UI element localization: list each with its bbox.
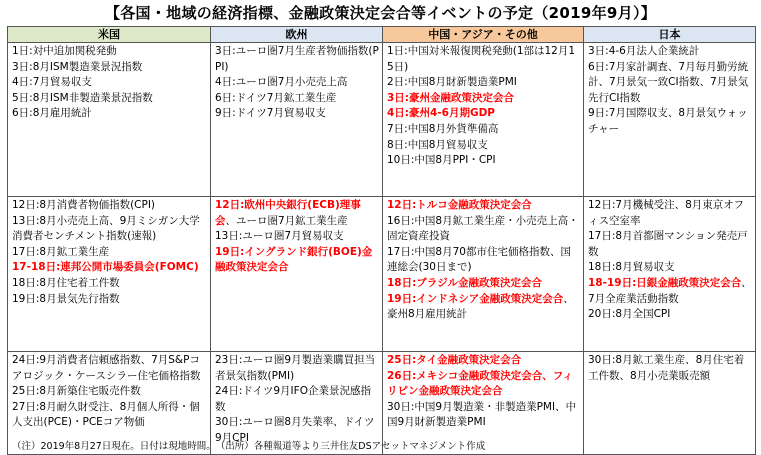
event-item: 13日:ユーロ圏7月貿易収支 xyxy=(215,230,344,243)
page-title: 【各国・地域の経済指標、金融政策決定会合等イベントの予定（2019年9月）】 xyxy=(104,4,657,22)
cell-jp xyxy=(584,197,756,352)
highlighted-event: 26日:メキシコ金融政策決定会合、フィリピン金融政策決定会合 xyxy=(387,369,573,398)
event-item: 16日:中国8月鉱工業生産・小売売上高・固定資産投資 xyxy=(387,214,579,243)
highlighted-event: 4日:豪州4-6月期GDP xyxy=(387,107,496,120)
event-item: 17日:8月鉱工業生産 xyxy=(12,245,110,258)
event-item: 4日:7月貿易収支 xyxy=(12,76,92,89)
event-item: 27日:8月耐久財受注、8月個人所得・個人支出(PCE)・PCEコア物価 xyxy=(12,400,200,429)
event-item: 13日:8月小売売上高、9月ミシガン大学消費者センチメント指数(速報) xyxy=(12,214,200,243)
cell-eu xyxy=(211,43,383,197)
event-item: 23日:ユーロ圏9月製造業購買担当者景気指数(PMI) xyxy=(215,354,376,382)
event-item: 、豪州8月雇用統計 xyxy=(387,292,574,321)
event-item: 30日:中国9月製造業・非製造業PMI、中国9月財新製造業PMI xyxy=(387,400,577,429)
cell-cn xyxy=(383,197,584,352)
event-item: 19日:8月景気先行指数 xyxy=(12,292,120,305)
event-item: 2日:中国8月財新製造業PMI xyxy=(387,76,517,89)
highlighted-event: 12日:トルコ金融政策決定会合 xyxy=(387,199,532,211)
event-item: 17日:中国8月70都市住宅価格指数、国連総会(30日まで) xyxy=(387,245,571,274)
event-calendar-table xyxy=(7,26,756,455)
highlighted-event: 18日:ブラジル金融政策決定会合 xyxy=(387,276,543,289)
event-item: 1日:対中追加関税発動 xyxy=(12,45,117,57)
event-item: 5日:8月ISM非製造業景況指数 xyxy=(12,91,153,104)
event-item: 8日:中国8月貿易収支 xyxy=(387,138,488,151)
cell-cn xyxy=(383,43,584,197)
cell-us xyxy=(8,197,211,352)
week-row xyxy=(8,197,756,352)
event-item: 18日:8月貿易収支 xyxy=(588,261,675,274)
event-item: 1日:中国対米報復関税発動(1部は12月15日) xyxy=(387,45,576,73)
event-item: 6日:ドイツ7月鉱工業生産 xyxy=(215,91,337,104)
column-header-asia: 中国・アジア・その他 xyxy=(383,27,584,43)
event-item: 17日:8月首都圏マンション発売戸数 xyxy=(588,230,748,258)
highlighted-event: 17-18日:連邦公開市場委員会(FOMC) xyxy=(12,261,199,274)
event-item: 3日:ユーロ圏7月生産者物価指数(PPI) xyxy=(215,45,379,73)
highlighted-event: 18-19日:日銀金融政策決定会合 xyxy=(588,276,742,289)
event-item: 24日:ドイツ9月IFO企業景況感指数 xyxy=(215,385,371,413)
event-item: 25日:8月新築住宅販売件数 xyxy=(12,385,141,398)
column-header-us: 米国 xyxy=(8,27,211,43)
highlighted-event: 19日:イングランド銀行(BOE)金融政策決定会合 xyxy=(215,245,373,274)
event-item: 3日:4-6月法人企業統計 xyxy=(588,45,700,57)
event-item: 18日:8月住宅着工件数 xyxy=(12,276,120,289)
header-row xyxy=(8,27,756,43)
event-item: 30日:ユーロ圏8月失業率、ドイツ9月CPI xyxy=(215,416,375,444)
event-item: 30日:8月鉱工業生産、8月住宅着工件数、8月小売業販売額 xyxy=(588,354,745,382)
cell-us xyxy=(8,43,211,197)
column-header-japan: 日本 xyxy=(584,27,756,43)
cell-eu xyxy=(211,197,383,352)
highlighted-event: 3日:豪州金融政策決定会合 xyxy=(387,91,515,104)
highlighted-event: 12日:欧州中央銀行(ECB)理事会 xyxy=(215,199,361,227)
event-item: 12日:8月消費者物価指数(CPI) xyxy=(12,199,156,211)
event-item: 20日:8月全国CPI xyxy=(588,308,671,321)
event-item: 9日:7月国際収支、8月景気ウォッチャー xyxy=(588,107,748,135)
event-item: 6日:7月家計調査、7月毎月勤労統計、7月景気一致CI指数、7月景気先行CI指数 xyxy=(588,60,749,104)
event-item: 、7月全産業活動指数 xyxy=(588,276,752,305)
event-item: 9日:ドイツ7月貿易収支 xyxy=(215,107,326,120)
week-row xyxy=(8,43,756,197)
footnote: （注）2019年8月27日現在。日付は現地時間。 （出所）各種報道等より三井住友DSアセットマネジメント作成 xyxy=(12,441,486,452)
event-item: 6日:8月雇用統計 xyxy=(12,107,92,120)
event-item: 4日:ユーロ圏7月小売売上高 xyxy=(215,76,348,89)
event-item: 24日:9月消費者信頼感指数、7月S&Pコアロジック・ケースシラー住宅価格指数 xyxy=(12,354,201,382)
event-item: 12日:7月機械受注、8月東京オフィス空室率 xyxy=(588,199,744,227)
column-header-europe: 欧州 xyxy=(211,27,383,43)
highlighted-event: 25日:タイ金融政策決定会合 xyxy=(387,354,522,366)
event-item: 3日:8月ISM製造業景況指数 xyxy=(12,60,143,73)
highlighted-event: 19日:インドネシア金融政策決定会合 xyxy=(387,292,564,305)
cell-jp xyxy=(584,43,756,197)
event-item: 10日:中国8月PPI・CPI xyxy=(387,154,496,167)
event-item: 7日:中国8月外貨準備高 xyxy=(387,122,499,135)
cell-jp xyxy=(584,352,756,455)
event-item: 、ユーロ圏7月鉱工業生産 xyxy=(225,214,348,227)
